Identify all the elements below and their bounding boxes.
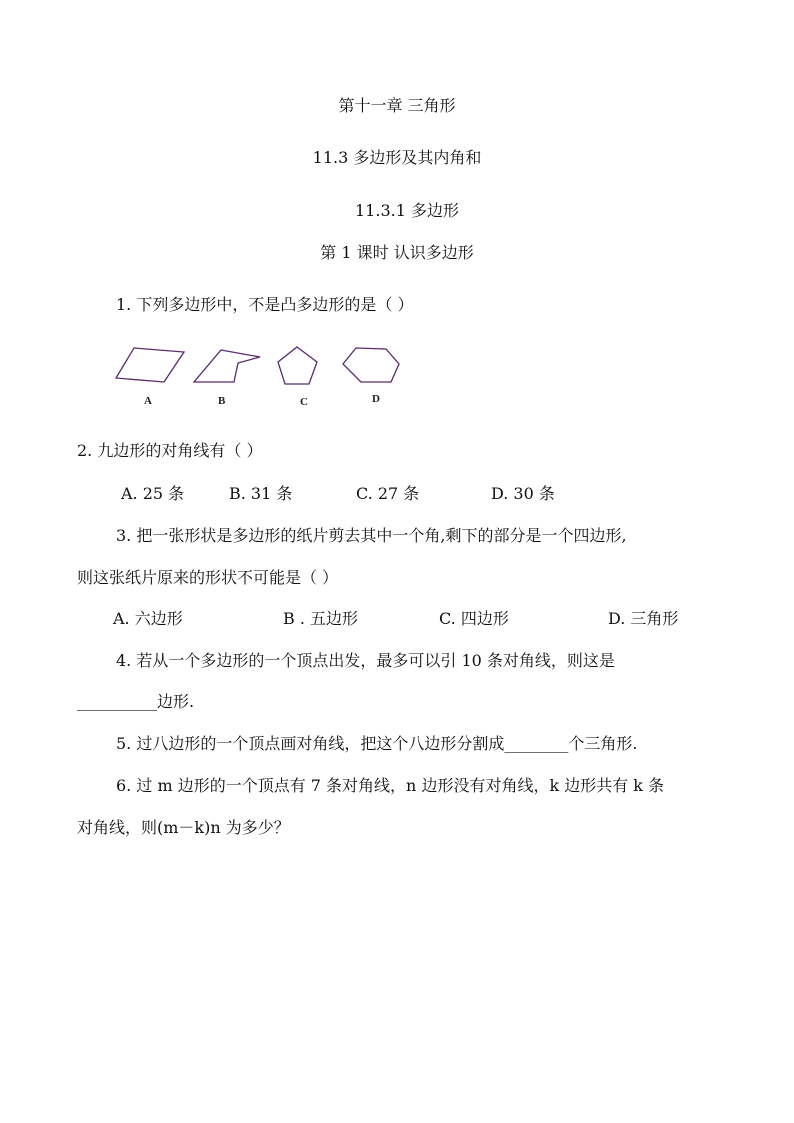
shape-label-b: B	[218, 395, 226, 407]
shape-a	[116, 348, 184, 382]
question-1: 1. 下列多边形中，不是凸多边形的是（ ）	[116, 295, 414, 314]
question-3-option-a: A. 六边形	[113, 609, 183, 628]
question-4-line-1: 4. 若从一个多边形的一个顶点出发，最多可以引 10 条对角线，则这是	[116, 651, 615, 670]
question-2-option-c: C. 27 条	[356, 484, 420, 503]
lesson-title: 第 1 课时 认识多边形	[320, 243, 474, 262]
shape-b	[194, 350, 260, 382]
question-3-line-1: 3. 把一张形状是多边形的纸片剪去其中一个角,剩下的部分是一个四边形,	[116, 526, 627, 545]
question-3-option-b: B . 五边形	[283, 609, 359, 628]
question-2: 2. 九边形的对角线有（ ）	[77, 441, 263, 460]
question-2-option-a: A. 25 条	[121, 484, 185, 503]
question-5: 5. 过八边形的一个顶点画对角线，把这个八边形分割成________个三角形.	[116, 734, 638, 753]
shape-c	[278, 347, 317, 384]
shape-label-a: A	[144, 395, 152, 407]
shape-d	[343, 348, 399, 382]
question-6-line-2: 对角线，则(m－k)n 为多少？	[77, 818, 290, 837]
question-4-line-2: __________边形.	[77, 692, 195, 711]
question-2-option-b: B. 31 条	[229, 484, 293, 503]
section-title: 11.3 多边形及其内角和	[312, 148, 482, 167]
shape-label-c: C	[300, 396, 308, 408]
subsection-title: 11.3.1 多边形	[355, 201, 459, 220]
question-1-figure	[108, 336, 408, 416]
question-3-line-2: 则这张纸片原来的形状不可能是（ ）	[77, 568, 339, 587]
question-6-line-1: 6. 过 m 边形的一个顶点有 7 条对角线，n 边形没有对角线，k 边形共有 k 条	[116, 776, 665, 795]
shape-label-d: D	[372, 393, 380, 405]
question-2-option-d: D. 30 条	[491, 484, 555, 503]
question-3-option-c: C. 四边形	[439, 609, 509, 628]
question-3-option-d: D. 三角形	[608, 609, 679, 628]
chapter-title: 第十一章 三角形	[338, 96, 456, 115]
